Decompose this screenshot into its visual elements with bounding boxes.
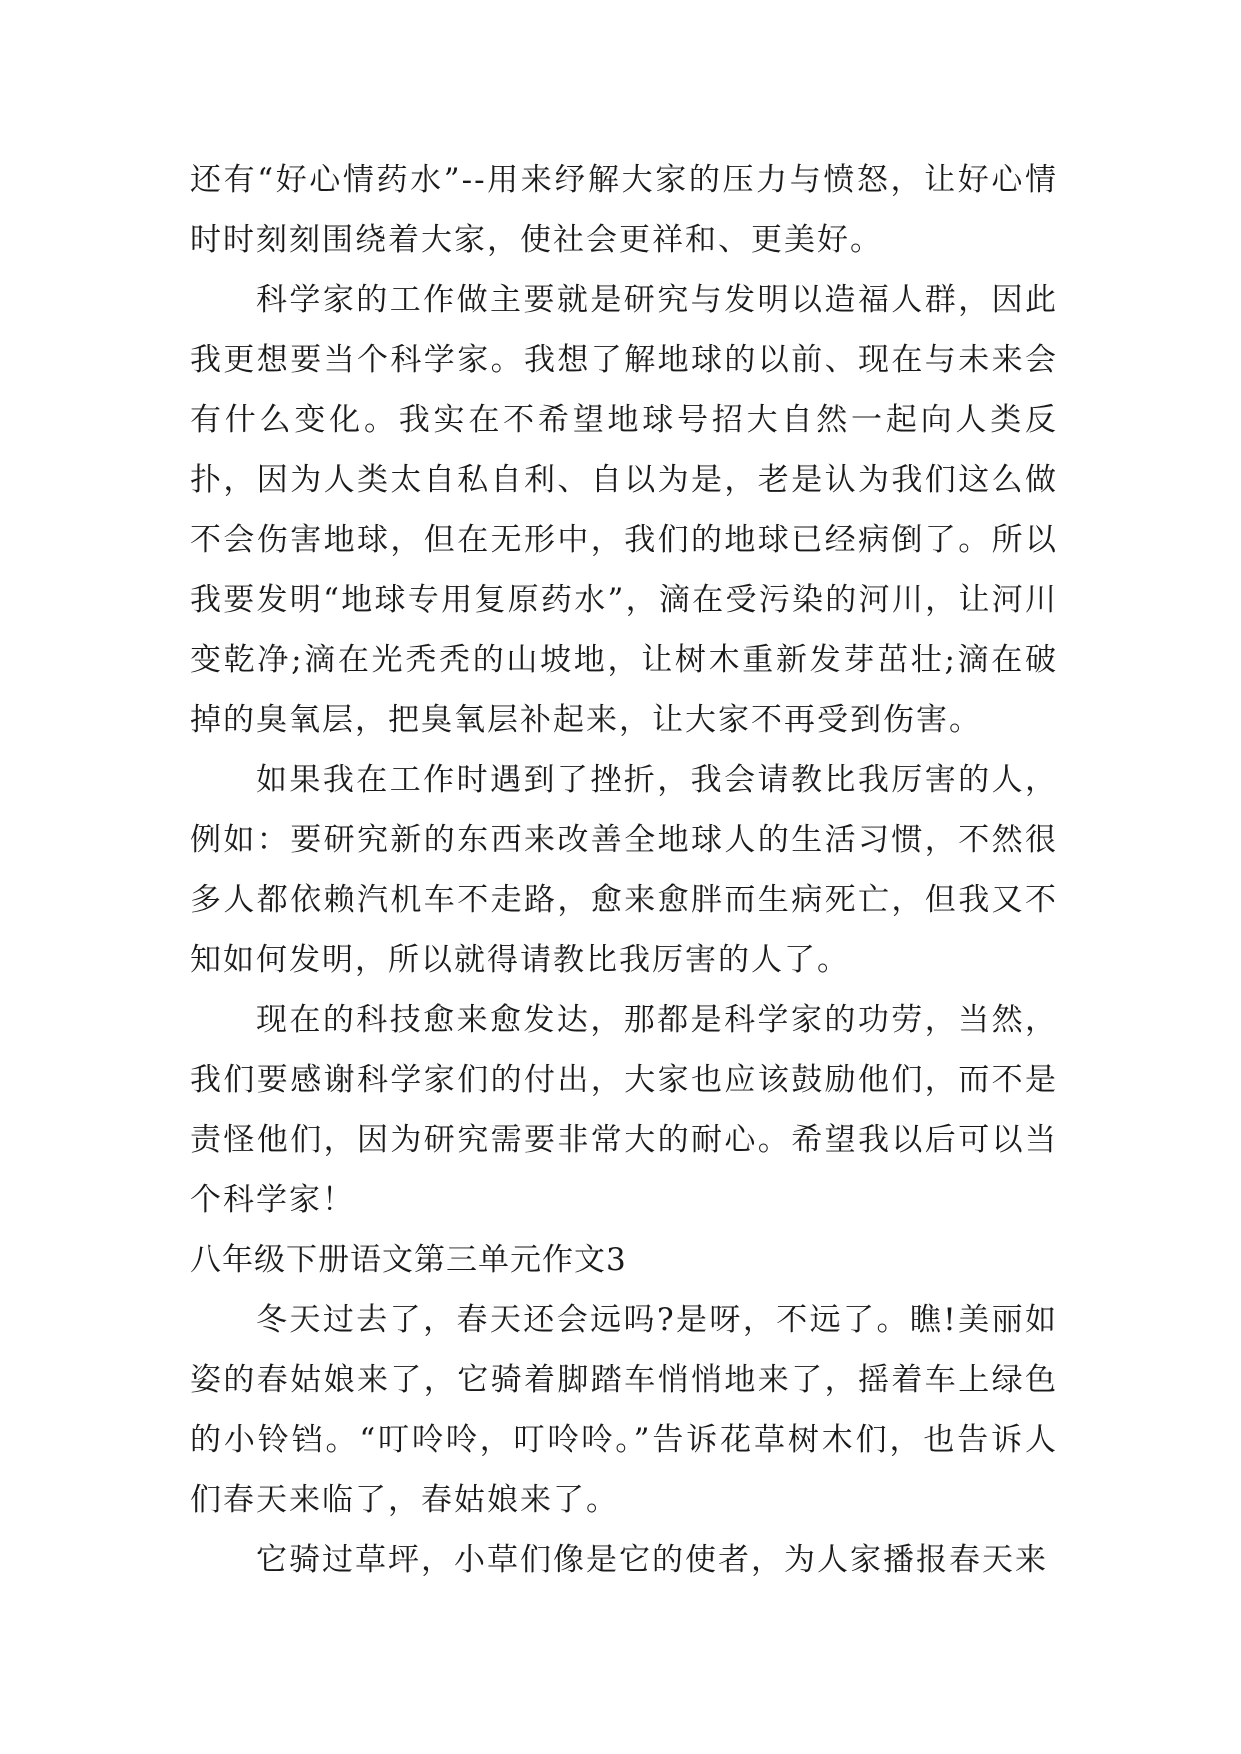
paragraph-conclusion: 现在的科技愈来愈发达，那都是科学家的功劳，当然，我们要感谢科学家们的付出，大家也应该鼓励他们，而不是责怪他们，因为研究需要非常大的耐心。希望我以后可以当个科学家！ (190, 1002, 1058, 1218)
paragraph-continued: 还有“好心情药水”--用来纾解大家的压力与愤怒，让好心情时时刻刻围绕着大家，使社会更祥和、更美好。 (190, 162, 1058, 258)
paragraph-scientist-work: 科学家的工作做主要就是研究与发明以造福人群，因此我更想要当个科学家。我想了解地球的以前、现在与未来会有什么变化。我实在不希望地球号招大自然一起向人类反扑，因为人类太自私自利、自以为是，老是认为我们这么做不会伤害地球，但在无形中，我们的地球已经病倒了。所以我要发明“地球专用复原药水”，滴在受污染的河川，让河川变乾净;滴在光秃秃的山坡地，让树木重新发芽茁壮;滴在破掉的臭氧层，把臭氧层补起来，让大家不再受到伤害。 (190, 282, 1058, 738)
paragraph-setbacks: 如果我在工作时遇到了挫折，我会请教比我厉害的人，例如：要研究新的东西来改善全地球人的生活习惯，不然很多人都依赖汽机车不走路，愈来愈胖而生病死亡，但我又不知如何发明，所以就得请教比我厉害的人了。 (190, 762, 1058, 978)
paragraph-spring-arrives: 冬天过去了，春天还会远吗?是呀，不远了。瞧!美丽如姿的春姑娘来了，它骑着脚踏车悄悄地来了，摇着车上绿色的小铃铛。“叮呤呤，叮呤呤。”告诉花草树木们，也告诉人们春天来临了，春姑娘来了。 (190, 1302, 1058, 1518)
essay-heading: 八年级下册语文第三单元作文3 (190, 1242, 627, 1278)
document-body (190, 150, 1058, 1590)
paragraph-spring-meadow: 它骑过草坪，小草们像是它的使者，为人家播报春天来 (256, 1542, 1048, 1578)
